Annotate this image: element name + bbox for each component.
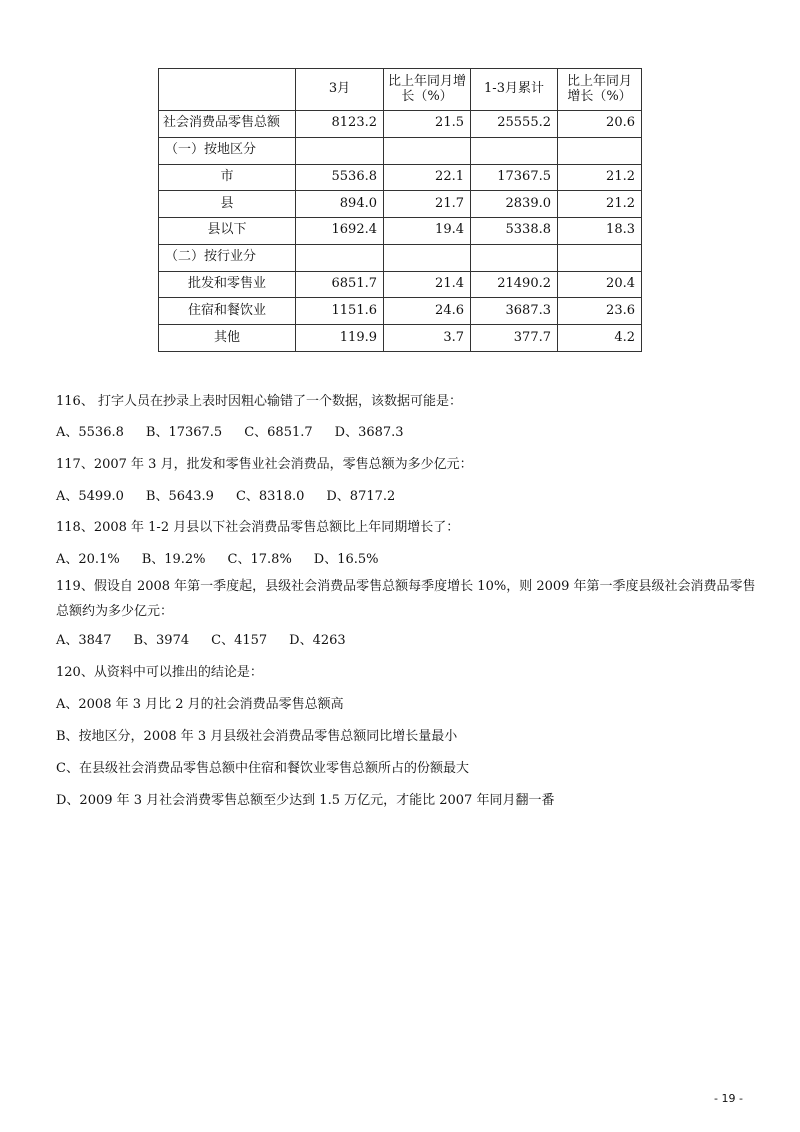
cell-value: 19.4 [384, 218, 471, 245]
cell-value: 22.1 [384, 164, 471, 191]
cell-value [296, 137, 384, 164]
options-117 [56, 485, 417, 504]
table-row [159, 111, 642, 138]
option-c: C、17.8% [227, 552, 292, 567]
option-b: B、17367.5 [145, 425, 223, 440]
cell-value: 1692.4 [296, 218, 384, 245]
row-label: 其他 [159, 325, 296, 352]
table-row [159, 137, 642, 164]
table-header-row [159, 69, 642, 111]
option-d: D、3687.3 [334, 425, 404, 440]
cell-value: 18.3 [558, 218, 642, 245]
option-c: C、8318.0 [235, 489, 305, 504]
cell-value: 119.9 [296, 325, 384, 352]
cell-value: 21.5 [384, 111, 471, 138]
cell-value: 2839.0 [471, 191, 558, 218]
question-120: 120、从资料中可以推出的结论是： [56, 665, 263, 680]
option-c: C、在县级社会消费品零售总额中住宿和餐饮业零售总额所占的份额最大 [56, 761, 469, 776]
cell-value [296, 244, 384, 271]
options-118 [56, 548, 401, 567]
cell-value: 1151.6 [296, 298, 384, 325]
option-b: B、3974 [133, 633, 190, 648]
option-a: A、5499.0 [56, 489, 124, 504]
cell-value: 6851.7 [296, 271, 384, 298]
row-label: 市 [159, 164, 296, 191]
option-c: C、6851.7 [244, 425, 313, 440]
retail-sales-table [158, 68, 642, 352]
table-row [159, 218, 642, 245]
table-row [159, 191, 642, 218]
page-number: - 19 - [714, 1092, 743, 1105]
option-b: B、按地区分，2008 年 3 月县级社会消费品零售总额同比增长量最小 [56, 729, 458, 744]
cell-value: 4.2 [558, 325, 642, 352]
cell-value [558, 137, 642, 164]
option-b: B、5643.9 [145, 489, 214, 504]
row-label: 县 [159, 191, 296, 218]
table-row [159, 271, 642, 298]
cell-value: 8123.2 [296, 111, 384, 138]
option-c: C、4157 [211, 633, 268, 648]
cell-value [384, 137, 471, 164]
option-a: A、20.1% [56, 552, 120, 567]
table-row [159, 164, 642, 191]
cell-value: 21490.2 [471, 271, 558, 298]
cell-value [471, 137, 558, 164]
cell-value [471, 244, 558, 271]
row-label: 社会消费品零售总额 [159, 111, 296, 138]
header-q1-cumulative: 1-3月累计 [471, 69, 558, 111]
table-row [159, 244, 642, 271]
cell-value: 17367.5 [471, 164, 558, 191]
cell-value: 894.0 [296, 191, 384, 218]
cell-value: 25555.2 [471, 111, 558, 138]
cell-value: 23.6 [558, 298, 642, 325]
options-116 [56, 421, 426, 440]
option-a: A、2008 年 3 月比 2 月的社会消费品零售总额高 [56, 697, 344, 712]
row-label: （一）按地区分 [159, 137, 296, 164]
question-116: 116、 打字人员在抄录上表时因粗心输错了一个数据，该数据可能是： [56, 394, 462, 409]
table-row [159, 298, 642, 325]
row-label: 县以下 [159, 218, 296, 245]
cell-value [384, 244, 471, 271]
option-a: A、3847 [56, 633, 112, 648]
cell-value: 377.7 [471, 325, 558, 352]
cell-value [558, 244, 642, 271]
cell-value: 21.2 [558, 191, 642, 218]
cell-value: 20.4 [558, 271, 642, 298]
question-119: 119、假设自 2008 年第一季度起，县级社会消费品零售总额每季度增长 10%，则 2009 年第一季度县级社会消费品零售总额约为多少亿元： [56, 579, 756, 619]
header-label-cell [159, 69, 296, 111]
option-d: D、16.5% [313, 552, 379, 567]
row-label: （二）按行业分 [159, 244, 296, 271]
cell-value: 3.7 [384, 325, 471, 352]
cell-value: 21.7 [384, 191, 471, 218]
row-label: 批发和零售业 [159, 271, 296, 298]
option-d: D、8717.2 [326, 489, 396, 504]
option-a: A、5536.8 [56, 425, 124, 440]
cell-value: 21.4 [384, 271, 471, 298]
option-d: D、2009 年 3 月社会消费零售总额至少达到 1.5 万亿元，才能比 2007 年同月翻一番 [56, 793, 555, 808]
question-117: 117、2007 年 3 月，批发和零售业社会消费品，零售总额为多少亿元： [56, 457, 473, 472]
option-d: D、4263 [289, 633, 346, 648]
header-march: 3月 [296, 69, 384, 111]
header-march-growth: 比上年同月增长（%） [384, 69, 471, 111]
option-b: B、19.2% [141, 552, 206, 567]
cell-value: 20.6 [558, 111, 642, 138]
question-118: 118、2008 年 1-2 月县以下社会消费品零售总额比上年同期增长了： [56, 520, 460, 535]
options-119 [56, 629, 368, 648]
cell-value: 21.2 [558, 164, 642, 191]
cell-value: 24.6 [384, 298, 471, 325]
row-label: 住宿和餐饮业 [159, 298, 296, 325]
header-q1-growth: 比上年同月增长（%） [558, 69, 642, 111]
cell-value: 5338.8 [471, 218, 558, 245]
cell-value: 5536.8 [296, 164, 384, 191]
cell-value: 3687.3 [471, 298, 558, 325]
table-row [159, 325, 642, 352]
